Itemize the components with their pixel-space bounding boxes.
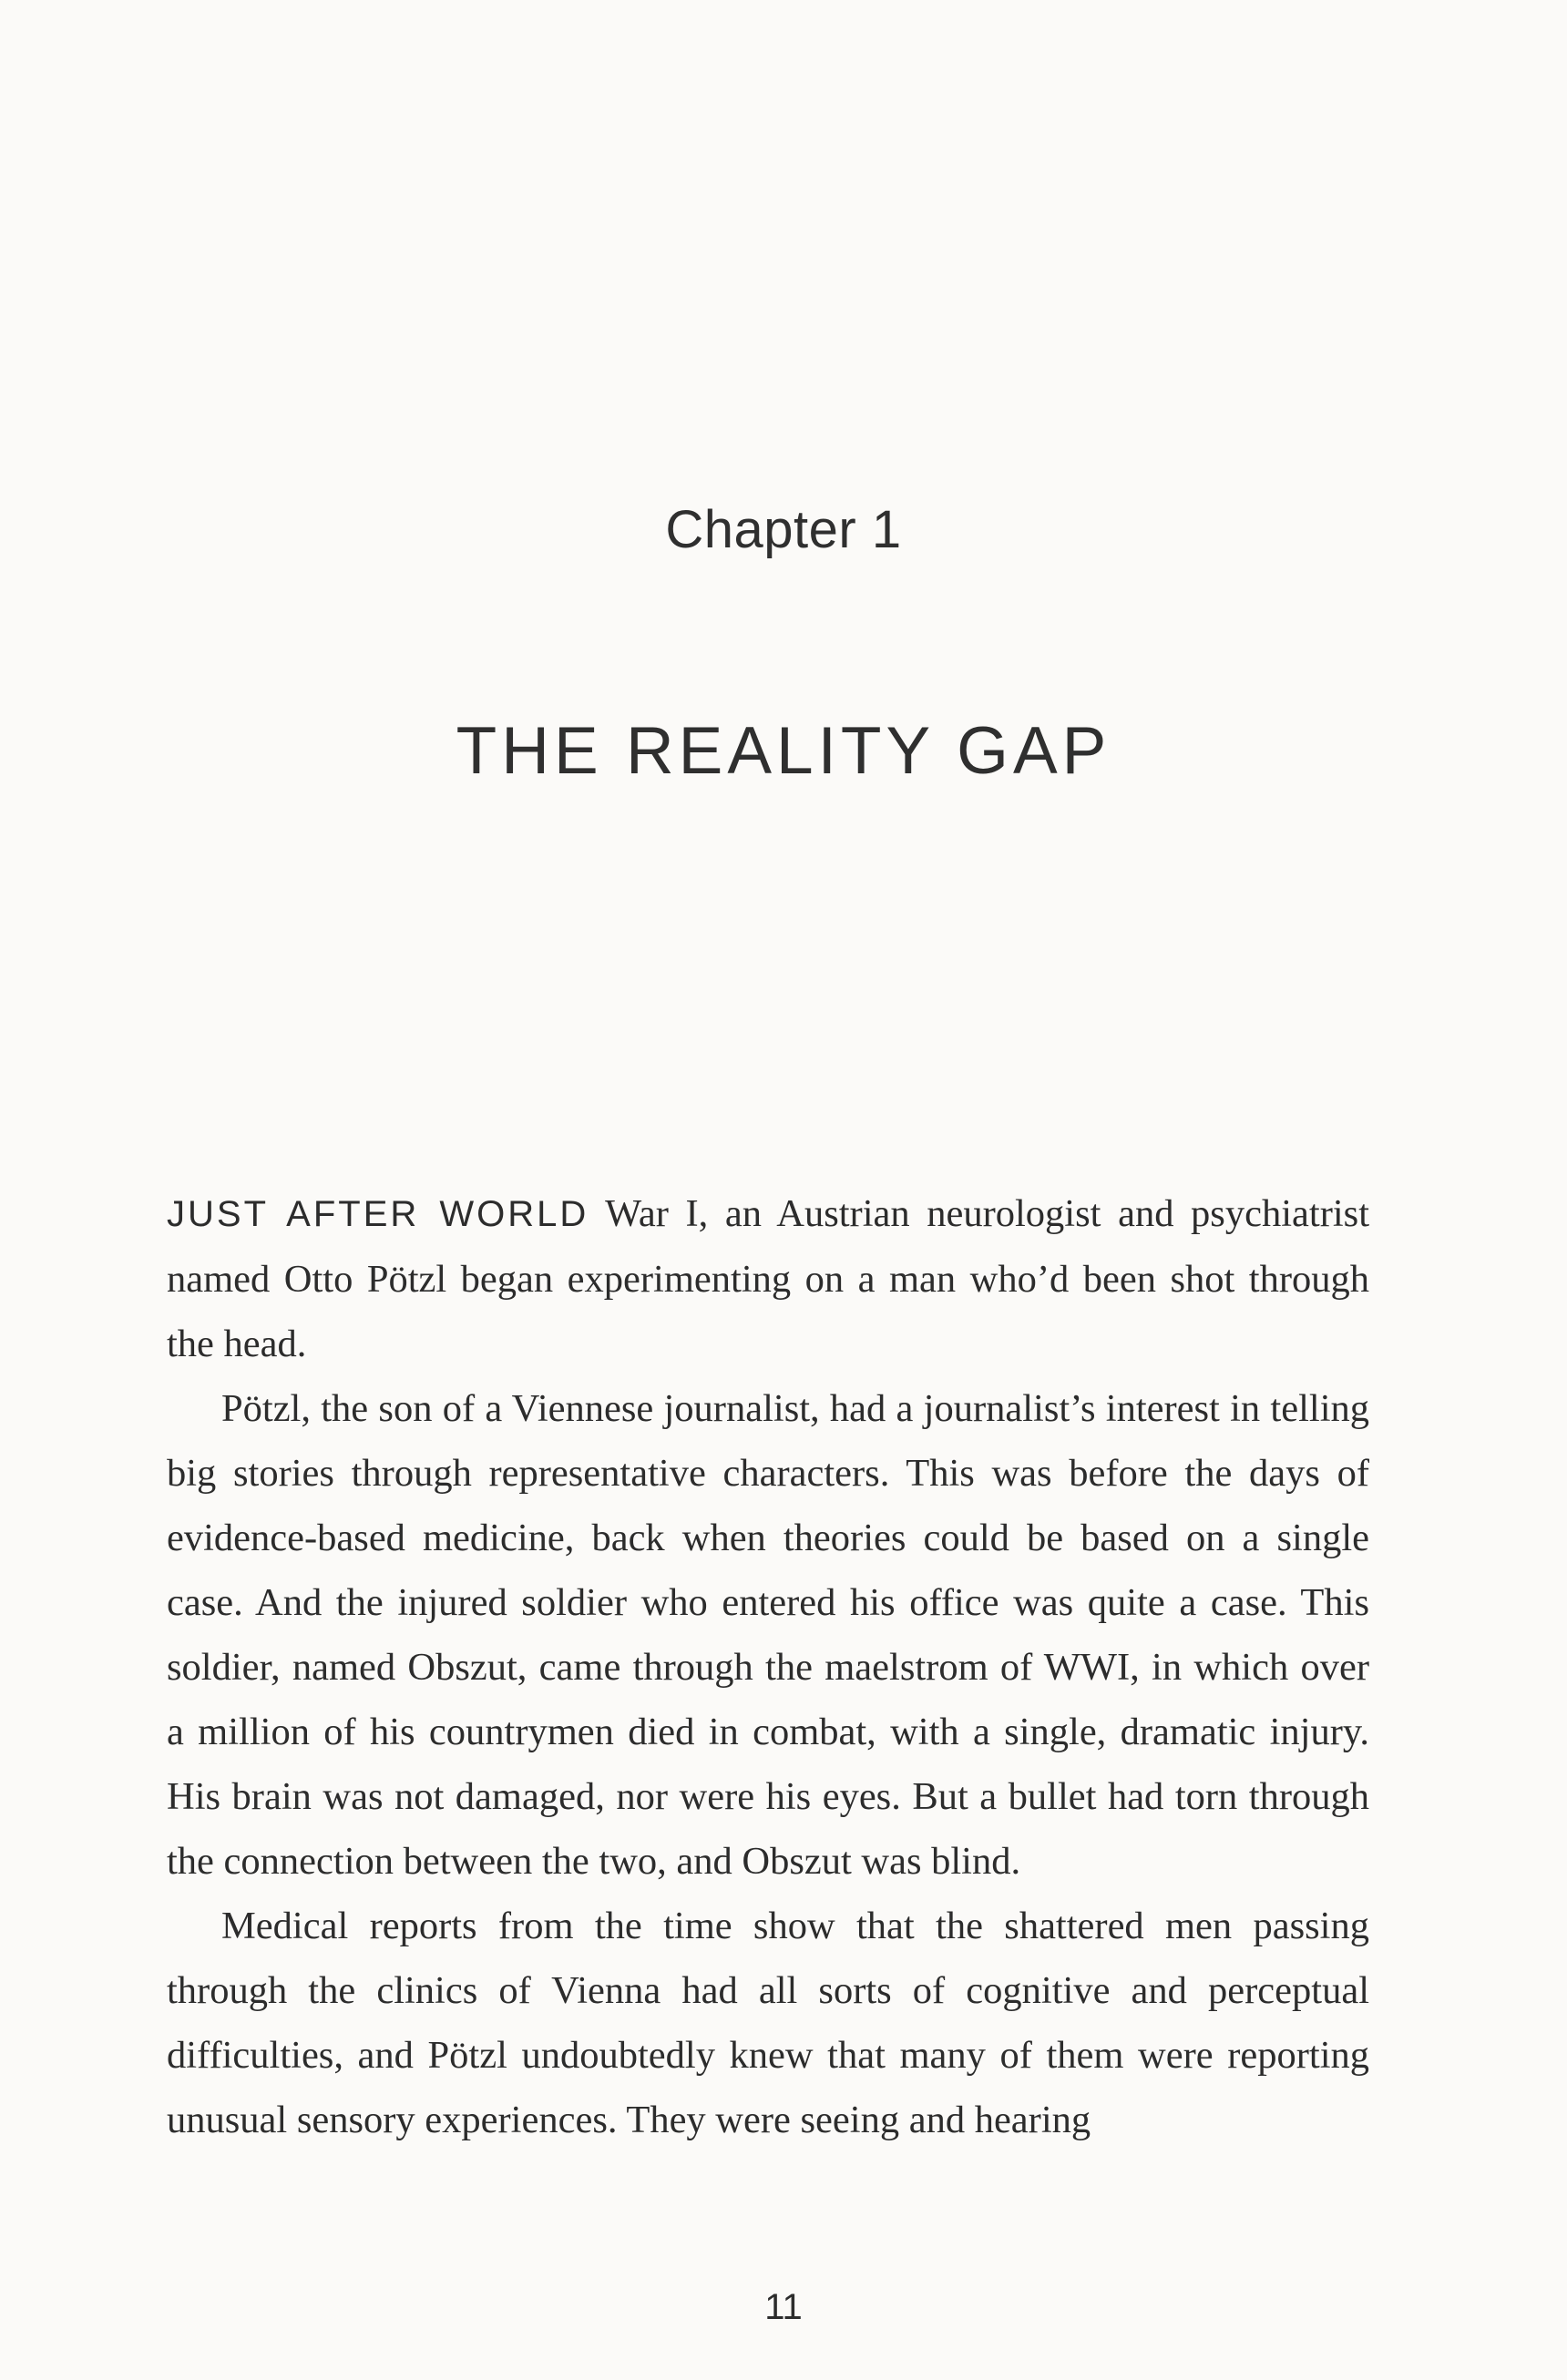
chapter-label: Chapter 1 [665,500,902,559]
chapter-title: THE REALITY GAP [456,714,1111,788]
paragraph-1-text: War I, an Austrian neurologist and psychiatrist named Otto Pötzl began experimenting on a man who’d been shot through the head. [167,1192,1369,1365]
body-text [167,1181,1369,2152]
paragraph-1 [167,1181,1369,1376]
lead-in: JUST AFTER WORLD [167,1194,589,1234]
paragraph-2: Pötzl, the son of a Viennese journalist, had a journalist’s interest in telling big stories through representative characters. This was before the days of evidence-based medicine, back when theories could be based on a single case. And the injured soldier who entered his office was quite a case. This soldier, named Obszut, came through the maelstrom of WWI, in which over a million of his countrymen died in combat, with a single, dramatic injury. His brain was not damaged, nor were his eyes. But a bullet had torn through the connection between the two, and Obszut was blind. [167,1387,1369,1883]
paragraph-3: Medical reports from the time show that the shattered men passing through the clinics of Vienna had all sorts of cognitive and perceptual difficulties, and Pötzl undoubtedly knew that many of them were reporting unusual sensory experiences. They were seeing and hearing [167,1905,1369,2141]
page-number: 11 [764,2287,803,2327]
